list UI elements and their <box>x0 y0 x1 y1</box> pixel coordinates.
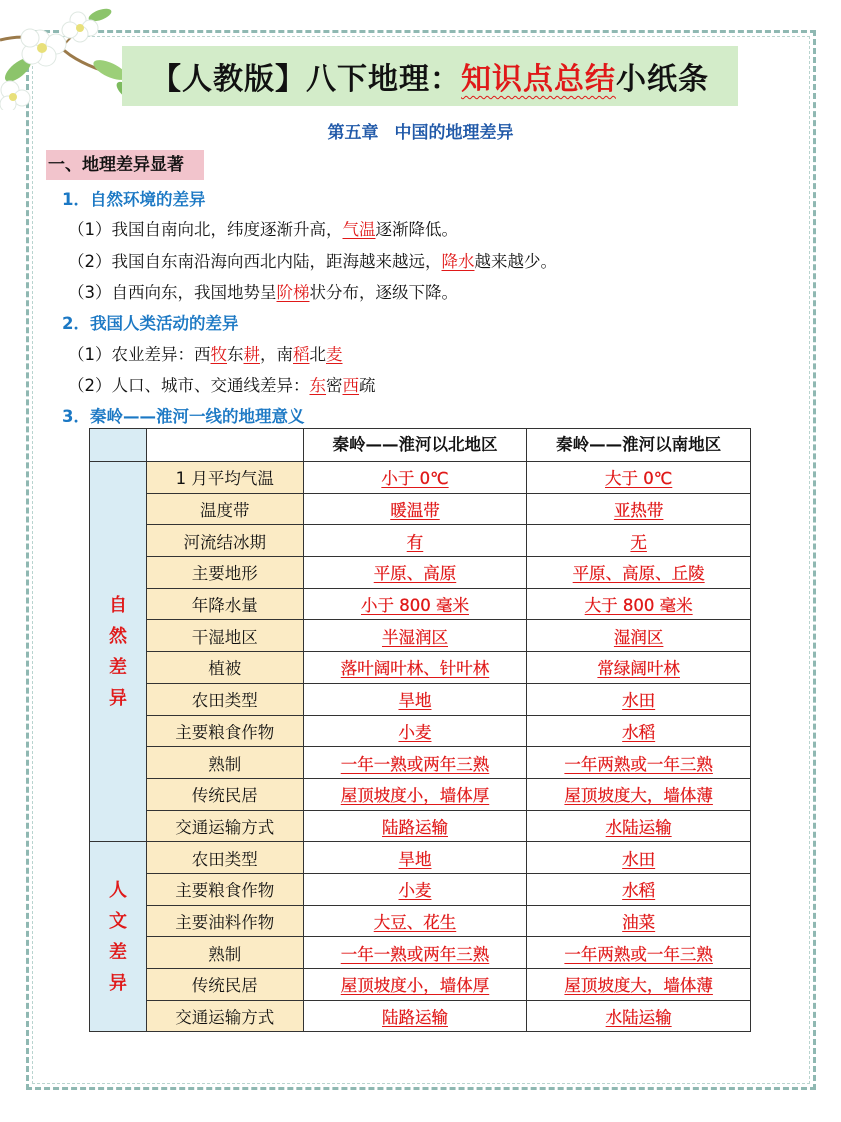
group-char: 差 <box>108 656 127 678</box>
cell-south <box>527 873 751 905</box>
answer-key: 降水 <box>441 252 475 271</box>
cell-south <box>527 715 751 747</box>
group-char: 异 <box>108 972 127 994</box>
cell-south <box>527 937 751 969</box>
answer-key: 屋顶坡度小，墙体厚 <box>340 786 490 806</box>
table-header-row <box>90 429 751 462</box>
row-label: 主要粮食作物 <box>146 873 303 905</box>
row-label: 传统民居 <box>146 969 303 1001</box>
cell-south <box>527 652 751 684</box>
chapter-heading: 第五章 中国的地理差异 <box>327 123 514 143</box>
row-label: 1 月平均气温 <box>146 462 303 494</box>
text-segment: （3）自西向东，我国地势呈 <box>68 283 277 302</box>
row-label: 熟制 <box>146 747 303 779</box>
text-segment: 疏 <box>359 376 376 395</box>
answer-key: 常绿阔叶林 <box>597 659 680 679</box>
table-row <box>90 842 751 874</box>
answer-key: 水陆运输 <box>605 1008 672 1028</box>
answer-key: 大于 0℃ <box>605 469 673 489</box>
table-row <box>90 873 751 905</box>
answer-key: 一年两熟或一年三熟 <box>564 754 713 774</box>
table-row <box>90 715 751 747</box>
text-segment: （1）农业差异：西 <box>68 345 211 364</box>
cell-north <box>303 652 527 684</box>
cell-south <box>527 493 751 525</box>
answer-key: 陆路运输 <box>381 817 448 837</box>
subheading-human: 2．我国人类活动的差异 <box>62 314 239 333</box>
cell-south <box>527 588 751 620</box>
cell-north <box>303 905 527 937</box>
answer-key: 油菜 <box>622 912 656 932</box>
answer-key: 小麦 <box>398 881 432 901</box>
list-item <box>68 372 376 396</box>
cell-north <box>303 715 527 747</box>
answer-key: 屋顶坡度大，墙体薄 <box>564 976 713 996</box>
answer-key: 一年两熟或一年三熟 <box>564 944 713 964</box>
text-segment: （2）人口、城市、交通线差异： <box>68 376 310 395</box>
group-char: 然 <box>108 625 127 647</box>
answer-key: 小于 0℃ <box>381 469 449 489</box>
row-label: 温度带 <box>146 493 303 525</box>
table-row <box>90 937 751 969</box>
row-label: 交通运输方式 <box>146 1000 303 1032</box>
answer-key: 一年一熟或两年三熟 <box>340 944 490 964</box>
cell-south <box>527 810 751 842</box>
table-row <box>90 683 751 715</box>
answer-key: 东 <box>309 376 326 395</box>
text-segment: 逐渐降低。 <box>375 220 458 239</box>
table-row <box>90 905 751 937</box>
text-segment: （1）我国自南向北，纬度逐渐升高， <box>68 220 343 239</box>
subheading-natural: 1．自然环境的差异 <box>62 190 206 209</box>
answer-key: 一年一熟或两年三熟 <box>340 754 490 774</box>
answer-key: 麦 <box>326 345 343 364</box>
section-heading: 一、地理差异显著 <box>46 150 204 180</box>
answer-key: 无 <box>630 532 647 552</box>
cell-north <box>303 1000 527 1032</box>
answer-key: 陆路运输 <box>381 1008 448 1028</box>
row-label: 农田类型 <box>146 842 303 874</box>
list-item <box>68 279 458 303</box>
cell-south <box>527 557 751 589</box>
cell-north <box>303 525 527 557</box>
list-item <box>68 341 343 365</box>
text-segment: 东 <box>227 345 244 364</box>
cell-north <box>303 462 527 494</box>
group-char: 自 <box>108 594 127 616</box>
answer-key: 屋顶坡度大，墙体薄 <box>564 786 713 806</box>
table-row <box>90 778 751 810</box>
cell-south <box>527 905 751 937</box>
cell-north <box>303 747 527 779</box>
answer-key: 小于 800 毫米 <box>360 596 469 616</box>
answer-key: 小麦 <box>398 722 432 742</box>
cell-south <box>527 747 751 779</box>
table-row <box>90 620 751 652</box>
cell-south <box>527 620 751 652</box>
group-char: 文 <box>108 910 127 932</box>
row-label: 干湿地区 <box>146 620 303 652</box>
cell-north <box>303 842 527 874</box>
group-char: 差 <box>108 941 127 963</box>
answer-key: 大于 800 毫米 <box>584 596 693 616</box>
table-row <box>90 969 751 1001</box>
answer-key: 旱地 <box>398 691 432 711</box>
answer-key: 旱地 <box>398 849 432 869</box>
answer-key: 西 <box>342 376 359 395</box>
answer-key: 稻 <box>293 345 310 364</box>
text-segment: 密 <box>326 376 343 395</box>
table-row <box>90 493 751 525</box>
cell-north <box>303 873 527 905</box>
row-label: 河流结冰期 <box>146 525 303 557</box>
cell-south <box>527 462 751 494</box>
row-label: 主要地形 <box>146 557 303 589</box>
answer-key: 落叶阔叶林、针叶林 <box>340 659 490 679</box>
title-suffix: 小纸条 <box>616 62 709 97</box>
cell-south <box>527 1000 751 1032</box>
row-label: 熟制 <box>146 937 303 969</box>
cell-south <box>527 525 751 557</box>
list-item <box>68 248 557 272</box>
table-row <box>90 747 751 779</box>
table-row <box>90 652 751 684</box>
text-segment: 北 <box>309 345 326 364</box>
cell-south <box>527 842 751 874</box>
comparison-table <box>89 428 751 1032</box>
answer-key: 耕 <box>243 345 260 364</box>
header-north: 秦岭——淮河以北地区 <box>303 429 527 462</box>
answer-key: 暖温带 <box>390 501 440 521</box>
cell-south <box>527 969 751 1001</box>
group-label <box>90 842 147 1032</box>
cell-north <box>303 588 527 620</box>
cell-south <box>527 683 751 715</box>
title-prefix: 【人教版】八下地理： <box>151 62 461 97</box>
cell-north <box>303 778 527 810</box>
answer-key: 水田 <box>622 691 656 711</box>
row-label: 农田类型 <box>146 683 303 715</box>
answer-key: 有 <box>406 532 424 552</box>
answer-key: 阶梯 <box>276 283 310 302</box>
answer-key: 牧 <box>210 345 227 364</box>
table-row <box>90 557 751 589</box>
cell-north <box>303 620 527 652</box>
row-label: 交通运输方式 <box>146 810 303 842</box>
row-label: 传统民居 <box>146 778 303 810</box>
row-label: 植被 <box>146 652 303 684</box>
answer-key: 屋顶坡度小，墙体厚 <box>340 976 490 996</box>
table-row <box>90 462 751 494</box>
table-row <box>90 1000 751 1032</box>
table-row <box>90 810 751 842</box>
cell-south <box>527 778 751 810</box>
text-segment: 越来越少。 <box>474 252 557 271</box>
row-label: 年降水量 <box>146 588 303 620</box>
text-segment: 状分布，逐级下降。 <box>309 283 458 302</box>
list-item <box>68 216 458 240</box>
answer-key: 半湿润区 <box>381 627 448 647</box>
answer-key: 水稻 <box>622 881 656 901</box>
text-segment: ，南 <box>260 345 293 364</box>
group-char: 异 <box>108 687 127 709</box>
title-highlight: 知识点总结 <box>461 62 616 97</box>
answer-key: 平原、高原 <box>373 564 457 584</box>
answer-key: 水田 <box>622 849 656 869</box>
row-label: 主要粮食作物 <box>146 715 303 747</box>
answer-key: 平原、高原、丘陵 <box>572 564 705 584</box>
cell-north <box>303 493 527 525</box>
cell-north <box>303 683 527 715</box>
answer-key: 水陆运输 <box>605 817 672 837</box>
cell-north <box>303 937 527 969</box>
group-label <box>90 462 147 842</box>
header-corner <box>90 429 147 462</box>
table-row <box>90 588 751 620</box>
cell-north <box>303 969 527 1001</box>
answer-key: 水稻 <box>622 722 656 742</box>
answer-key: 大豆、花生 <box>373 912 457 932</box>
table-row <box>90 525 751 557</box>
answer-key: 亚热带 <box>613 501 664 521</box>
group-char: 人 <box>108 879 127 901</box>
text-segment: （2）我国自东南沿海向西北内陆，距海越来越远， <box>68 252 442 271</box>
subheading-qinling: 3．秦岭——淮河一线的地理意义 <box>62 407 305 426</box>
cell-north <box>303 557 527 589</box>
cell-north <box>303 810 527 842</box>
page-title <box>122 46 738 106</box>
row-label: 主要油料作物 <box>146 905 303 937</box>
header-south: 秦岭——淮河以南地区 <box>527 429 751 462</box>
answer-key: 气温 <box>342 220 376 239</box>
answer-key: 湿润区 <box>613 627 664 647</box>
header-blank <box>146 429 303 462</box>
